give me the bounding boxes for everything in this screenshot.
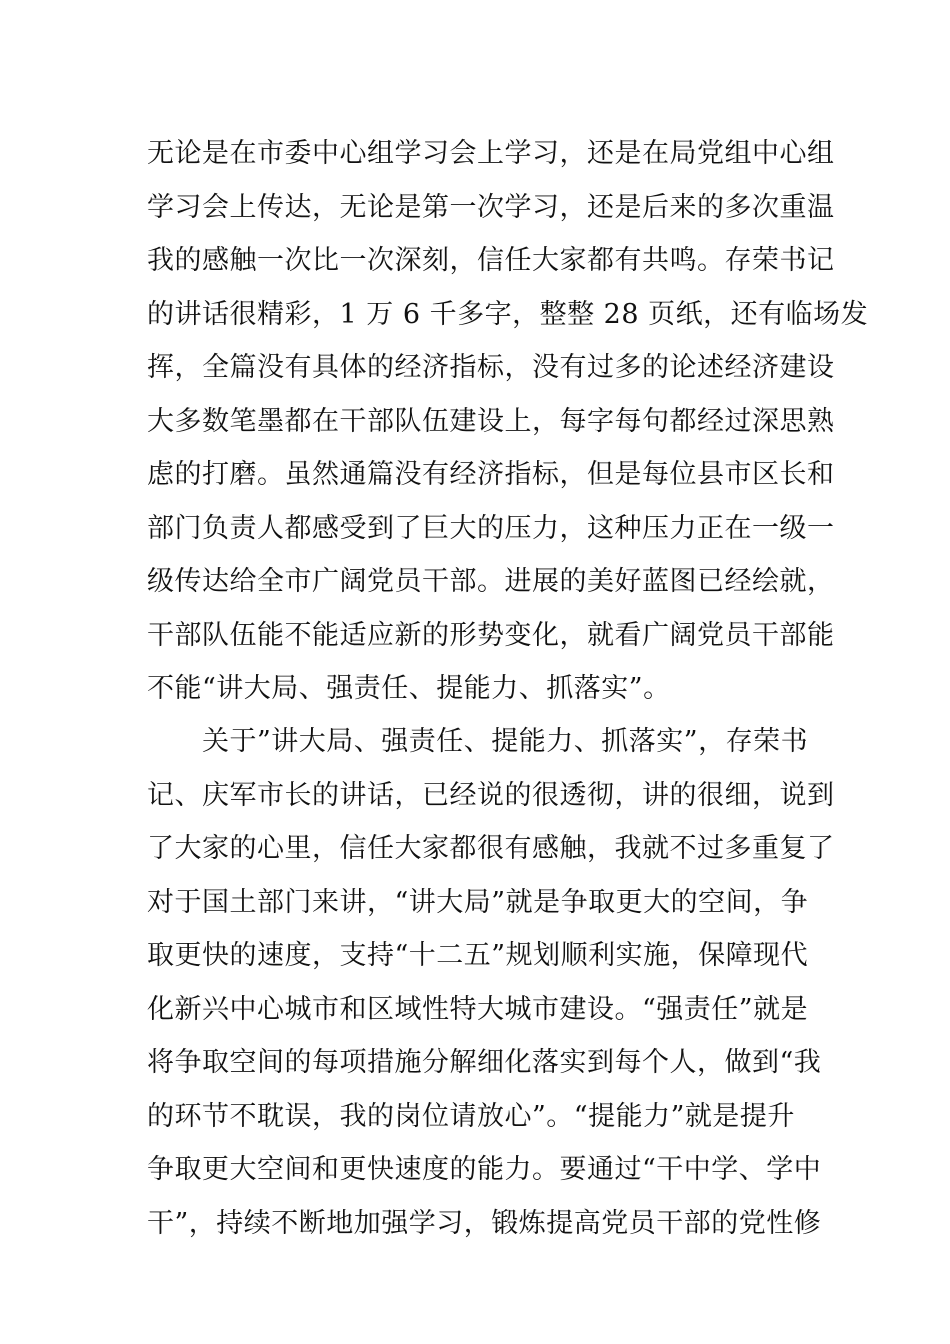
- text-line: 的环节不耽误，我的岗位请放心”。“提能力”就是提升: [147, 1100, 795, 1132]
- text-line: 无论是在市委中心组学习会上学习，还是在局党组中心组: [147, 138, 835, 169]
- text-line: 级传达给全市广阔党员干部。进展的美好蓝图已经绘就，: [147, 566, 835, 597]
- text-line: 的讲话很精彩，1 万 6 千多字，整整 28 页纸，还有临场发: [147, 298, 869, 330]
- text-line: 干部队伍能不能适应新的形势变化，就看广阔党员干部能: [147, 619, 835, 651]
- text-line: 我的感触一次比一次深刻，信任大家都有共鸣。存荣书记: [147, 245, 835, 276]
- text-line: 取更快的速度，支持“十二五”规划顺利实施，保障现代: [147, 940, 809, 971]
- paragraph-1: [147, 127, 869, 716]
- paragraph-2: [147, 715, 835, 1250]
- text-line: 不能“讲大局、强责任、提能力、抓落实”。: [147, 673, 671, 704]
- text-line: 了大家的心里，信任大家都很有感触，我就不过多重复了: [147, 833, 835, 864]
- text-line: 关于”讲大局、强责任、提能力、抓落实”，存荣书: [147, 726, 809, 757]
- text-line: 记、庆军市长的讲话，已经说的很透彻，讲的很细，说到: [147, 779, 835, 811]
- text-line: 学习会上传达，无论是第一次学习，还是后来的多次重温: [147, 191, 835, 223]
- text-line: 干”，持续不断地加强学习，锻炼提高党员干部的党性修: [147, 1207, 822, 1239]
- text-line: 部门负责人都感受到了巨大的压力，这种压力正在一级一: [147, 512, 835, 544]
- text-line: 争取更大空间和更快速度的能力。要通过“干中学、学中: [147, 1154, 822, 1185]
- text-line: 对于国土部门来讲，“讲大局”就是争取更大的空间，争: [147, 886, 809, 918]
- text-line: 挥，全篇没有具体的经济指标，没有过多的论述经济建设: [147, 352, 835, 383]
- text-line: 虑的打磨。虽然通篇没有经济指标，但是每位县市区长和: [147, 459, 835, 490]
- text-line: 大多数笔墨都在干部队伍建设上，每字每句都经过深思熟: [147, 405, 835, 437]
- text-line: 化新兴中心城市和区域性特大城市建设。“强责任”就是: [147, 993, 809, 1025]
- text-line: 将争取空间的每项措施分解细化落实到每个人，做到“我: [147, 1047, 822, 1078]
